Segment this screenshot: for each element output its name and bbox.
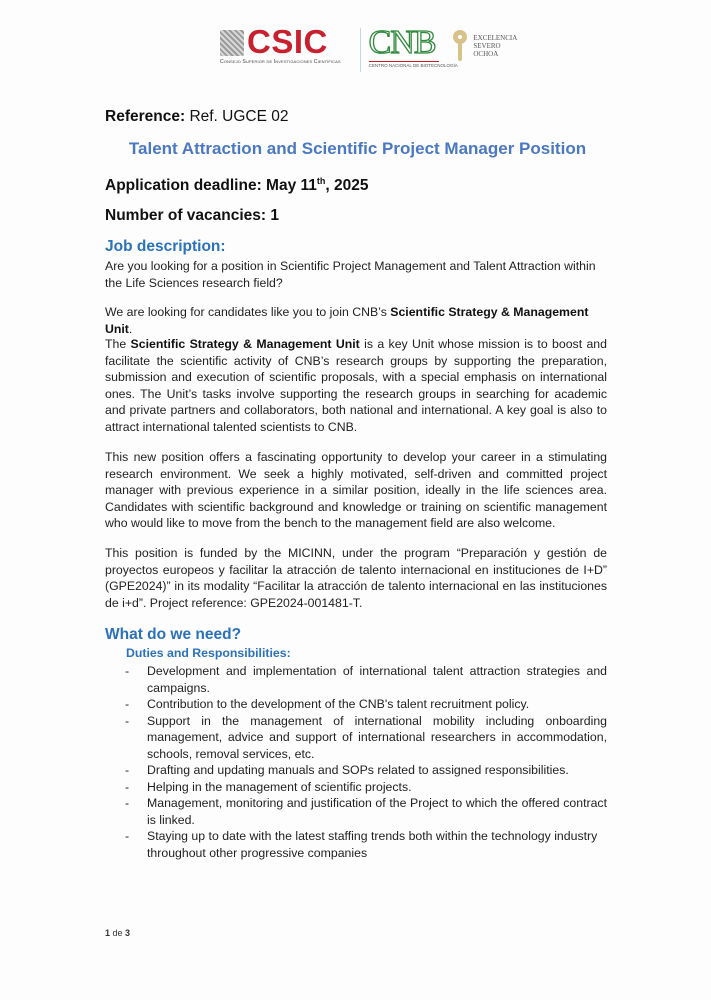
- page-total: 3: [125, 928, 131, 938]
- severo-ochoa-text: [473, 34, 517, 58]
- reference-line: [105, 108, 289, 126]
- severo-ochoa-logo: [451, 28, 530, 72]
- duty-text: Development and implementation of international talent attraction strategies and campaigns.: [147, 664, 607, 695]
- csic-subtitle: Consejo Superior de Investigaciones Científicas: [220, 59, 341, 65]
- vacancies-label: Number of vacancies:: [105, 207, 267, 224]
- job-description-opportunity: This new position offers a fascinating opportunity to develop your career in a stimulating research environment. We seek a highly motivated, self-driven and committed project manager with previous experience in a similar position, ideally in the life sciences area. Candidates with scientific background and knowledge or training on scientific management who would like to move from the bench to the management field are also welcome.: [105, 450, 607, 530]
- job-description-funding: This position is funded by the MICINN, under the program “Preparación y gestión de proyectos europeos y facilitar la atracción de talento internacional en instituciones de I+D” (GPE2024)” in its modality “Facilitar la atracción de talento internacional en las instituciones de i+d”. Project reference: GPE2024-001481-T.: [105, 546, 607, 610]
- p2-text: We are looking for candidates like you to join CNB’s: [105, 305, 391, 319]
- cnb-subtitle: CENTRO NACIONAL DE BIOTECNOLOGÍA: [368, 63, 458, 68]
- reference-label: Reference:: [105, 108, 186, 125]
- p2-end: .: [128, 321, 133, 336]
- seo-line-2: SEVERO: [473, 42, 501, 50]
- deadline-year: , 2025: [325, 177, 369, 194]
- duty-text: Contribution to the development of the CNB's talent recruitment policy.: [147, 697, 530, 711]
- job-description-heading: Job description:: [105, 238, 226, 255]
- seo-line-1: EXCELENCIA: [473, 34, 518, 42]
- page-number: [105, 928, 130, 938]
- deadline-label: Application deadline: May 11: [105, 177, 317, 194]
- deadline-ordinal: th: [316, 176, 326, 186]
- bullet-dash: -: [125, 779, 130, 794]
- duty-text: Support in the management of international mobility including onboarding management, advice and support of international researchers in accommodation, schools, removal services, etc.: [147, 713, 607, 761]
- duty-text: Helping in the management of scientific projects.: [147, 779, 412, 794]
- reference-value: Ref. UGCE 02: [189, 108, 289, 125]
- page-separator: de: [110, 928, 126, 938]
- p3-unit-name: Scientific Strategy & Management Unit: [130, 337, 360, 351]
- p3-start: The: [105, 337, 131, 351]
- duty-item: [105, 696, 607, 713]
- bullet-dash: -: [125, 796, 130, 810]
- cnb-underline: [369, 61, 439, 62]
- severo-ochoa-key-icon: [453, 30, 467, 44]
- bullet-dash: -: [125, 829, 130, 843]
- severo-ochoa-key-stem: [458, 43, 462, 61]
- p3-text: is a key Unit whose mission is to boost and facilitate the scientific activity of CNB’s research groups by supporting the preparation, submission and execution of scientific proposals, with a special emphasis on international ones. The Unit’s tasks involve supporting the research groups in searching for academic and private partners and collaborators, both national and international. A key goal is also to attract international talented scientists to CNB.: [105, 337, 607, 434]
- duties-list: [105, 663, 607, 861]
- header-logos: [220, 23, 530, 74]
- duty-text: Management, monitoring and justification of the Project to which the offered contract is linked.: [147, 796, 607, 827]
- job-description-intro: Are you looking for a position in Scientific Project Management and Talent Attraction within the Life Sciences research field?: [105, 259, 596, 290]
- page-current: 1: [105, 928, 111, 938]
- job-description-unit-mission: [105, 336, 607, 435]
- duty-item: [105, 762, 607, 779]
- csic-logo: [220, 23, 356, 72]
- duty-item: [105, 663, 607, 696]
- csic-emblem-icon: [220, 30, 244, 56]
- bullet-dash: -: [125, 664, 130, 678]
- bullet-dash: -: [125, 697, 130, 711]
- bullet-dash: -: [125, 713, 130, 728]
- application-deadline: [105, 177, 369, 195]
- job-description-unit-line: [105, 304, 607, 337]
- logo-divider: [360, 28, 361, 72]
- what-do-we-need-heading: What do we need?: [105, 626, 242, 643]
- vacancies-value: 1: [270, 207, 280, 224]
- duty-text: Drafting and updating manuals and SOPs related to assigned responsibilities.: [147, 763, 569, 777]
- duty-item: [105, 713, 607, 763]
- csic-wordmark: CSIC: [247, 23, 328, 60]
- cnb-wordmark: CNB: [368, 24, 436, 61]
- duties-heading: Duties and Responsibilities:: [126, 646, 291, 660]
- seo-line-3: OCHOA: [473, 50, 499, 58]
- number-of-vacancies: [105, 207, 279, 225]
- duty-item: [105, 779, 607, 796]
- duty-item: [105, 828, 607, 861]
- duty-item: [105, 795, 607, 828]
- cnb-logo: [368, 24, 458, 72]
- p2-unit-name: Scientific Strategy & Management Unit: [105, 305, 589, 336]
- duty-text: Staying up to date with the latest staffing trends both within the technology industry throughout other progressive companies: [147, 829, 598, 860]
- bullet-dash: -: [125, 763, 130, 777]
- page-title: Talent Attraction and Scientific Project Manager Position: [128, 139, 587, 158]
